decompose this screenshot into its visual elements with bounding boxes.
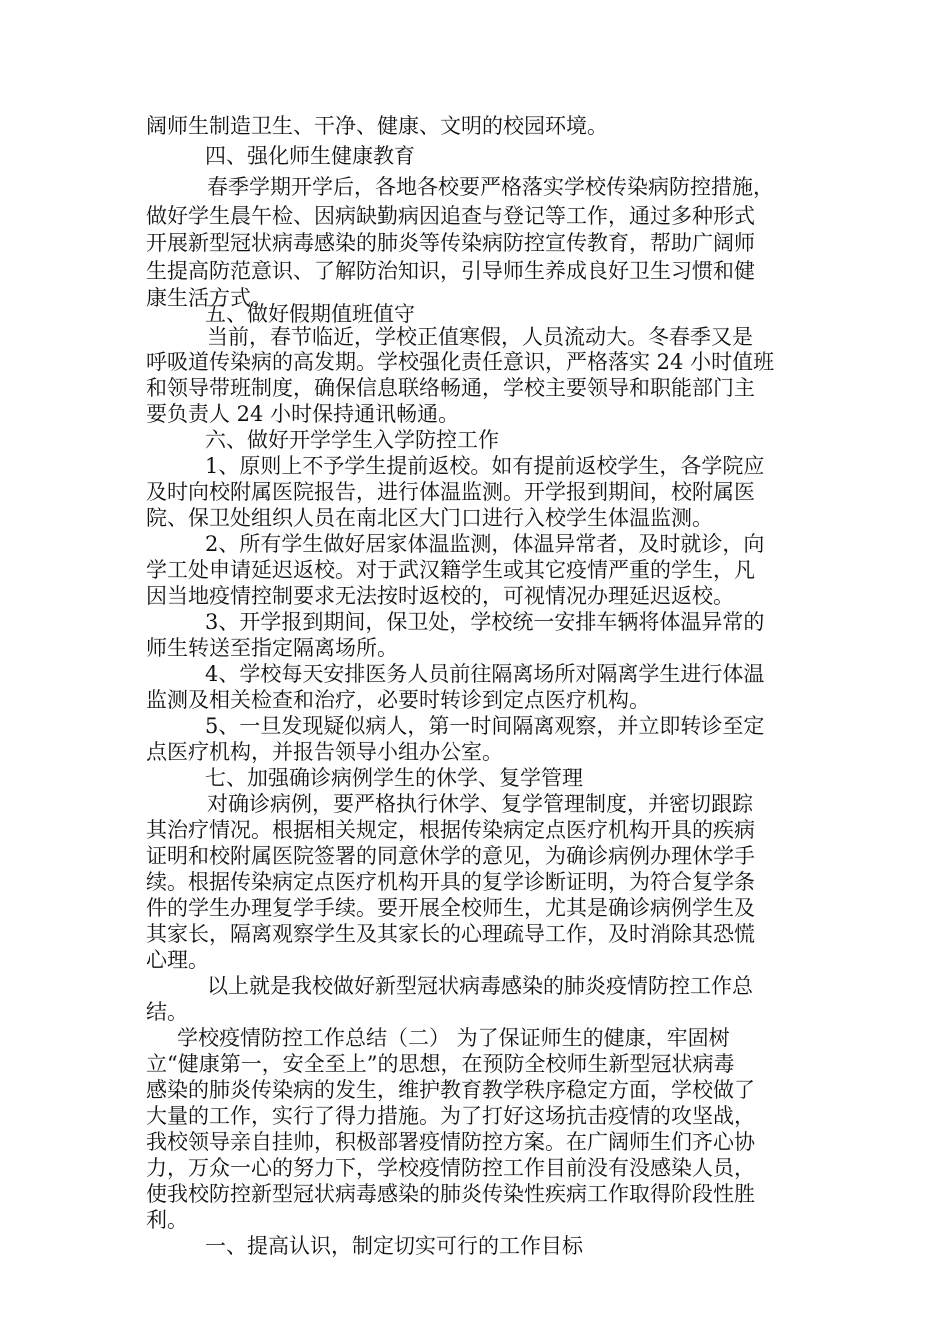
text-line: 对确诊病例，要严格执行休学、复学管理制度，并密切跟踪 <box>207 792 753 816</box>
text-line: 生提高防范意识、了解防治知识，引导师生养成良好卫生习惯和健 <box>146 259 755 283</box>
text-line: 以上就是我校做好新型冠状病毒感染的肺炎疫情防控工作总 <box>207 974 753 998</box>
text-line: 点医疗机构，并报告领导小组办公室。 <box>146 740 503 764</box>
text-line: 春季学期开学后，各地各校要严格落实学校传染病防控措施， <box>207 175 774 199</box>
section-heading: 一、提高认识，制定切实可行的工作目标 <box>205 1234 583 1258</box>
text-line: 因当地疫情控制要求无法按时返校的，可视情况办理延迟返校。 <box>146 584 734 608</box>
text-line: 学工处申请延迟返校。对于武汉籍学生或其它疫情严重的学生，凡 <box>146 558 755 582</box>
text-line: 2、所有学生做好居家体温监测，体温异常者，及时就诊，向 <box>205 532 765 556</box>
text-line: 当前，春节临近，学校正值寒假，人员流动大。冬春季又是 <box>207 325 753 349</box>
text-line: 1、原则上不予学生提前返校。如有提前返校学生，各学院应 <box>205 454 765 478</box>
text-line: 5、一旦发现疑似病人，第一时间隔离观察，并立即转诊至定 <box>205 714 765 738</box>
text-line: 件的学生办理复学手续。要开展全校师生，尤其是确诊病例学生及 <box>146 896 755 920</box>
text-line: 开展新型冠状病毒感染的肺炎等传染病防控宣传教育，帮助广阔师 <box>146 231 755 255</box>
text-line: 使我校防控新型冠状病毒感染的肺炎传染性疾病工作取得阶段性胜 <box>146 1182 755 1206</box>
section-heading: 四、强化师生健康教育 <box>205 144 415 168</box>
text-line: 院、保卫处组织人员在南北区大门口进行入校学生体温监测。 <box>146 506 713 530</box>
text-line: 做好学生晨午检、因病缺勤病因追查与登记等工作，通过多种形式 <box>146 204 755 228</box>
text-line: 续。根据传染病定点医疗机构开具的复学诊断证明，为符合复学条 <box>146 870 755 894</box>
text-line: 结。 <box>146 1000 188 1024</box>
text-line: 3、开学报到期间，保卫处，学校统一安排车辆将体温异常的 <box>205 610 765 634</box>
text-line: 大量的工作，实行了得力措施。为了打好这场抗击疫情的攻坚战， <box>146 1104 755 1128</box>
text-line: 心理。 <box>146 948 209 972</box>
text-line: 力，万众一心的努力下，学校疫情防控工作目前没有没感染人员， <box>146 1156 755 1180</box>
text-line: 立“健康第一，安全至上”的思想，在预防全校师生新型冠状病毒 <box>146 1052 735 1076</box>
text-line: 和领导带班制度，确保信息联络畅通，学校主要领导和职能部门主 <box>146 376 755 400</box>
text-line: 利。 <box>146 1208 188 1232</box>
text-line: 学校疫情防控工作总结（二） 为了保证师生的健康，牢固树 <box>177 1026 730 1050</box>
text-line: 其家长，隔离观察学生及其家长的心理疏导工作，及时消除其恐慌 <box>146 922 755 946</box>
text-line: 及时向校附属医院报告，进行体温监测。开学报到期间，校附属医 <box>146 480 755 504</box>
text-line: 呼吸道传染病的高发期。学校强化责任意识，严格落实 24 小时值班 <box>146 350 775 374</box>
section-heading: 七、加强确诊病例学生的休学、复学管理 <box>205 766 583 790</box>
text-line: 康生活方式。 <box>146 286 272 310</box>
text-line: 其治疗情况。根据相关规定，根据传染病定点医疗机构开具的疾病 <box>146 818 755 842</box>
text-line: 感染的肺炎传染病的发生，维护教育教学秩序稳定方面，学校做了 <box>146 1078 755 1102</box>
text-line: 证明和校附属医院签署的同意休学的意见，为确诊病例办理休学手 <box>146 844 755 868</box>
text-line: 师生转送至指定隔离场所。 <box>146 636 398 660</box>
text-line: 监测及相关检查和治疗，必要时转诊到定点医疗机构。 <box>146 688 650 712</box>
section-heading: 六、做好开学学生入学防控工作 <box>205 428 499 452</box>
text-line: 4、学校每天安排医务人员前往隔离场所对隔离学生进行体温 <box>205 662 765 686</box>
section-heading: 五、做好假期值班值守 <box>205 302 415 326</box>
text-line: 阔师生制造卫生、干净、健康、文明的校园环境。 <box>146 114 608 138</box>
text-line: 我校领导亲自挂帅，积极部署疫情防控方案。在广阔师生们齐心协 <box>146 1130 755 1154</box>
text-line: 要负责人 24 小时保持通讯畅通。 <box>146 402 460 426</box>
